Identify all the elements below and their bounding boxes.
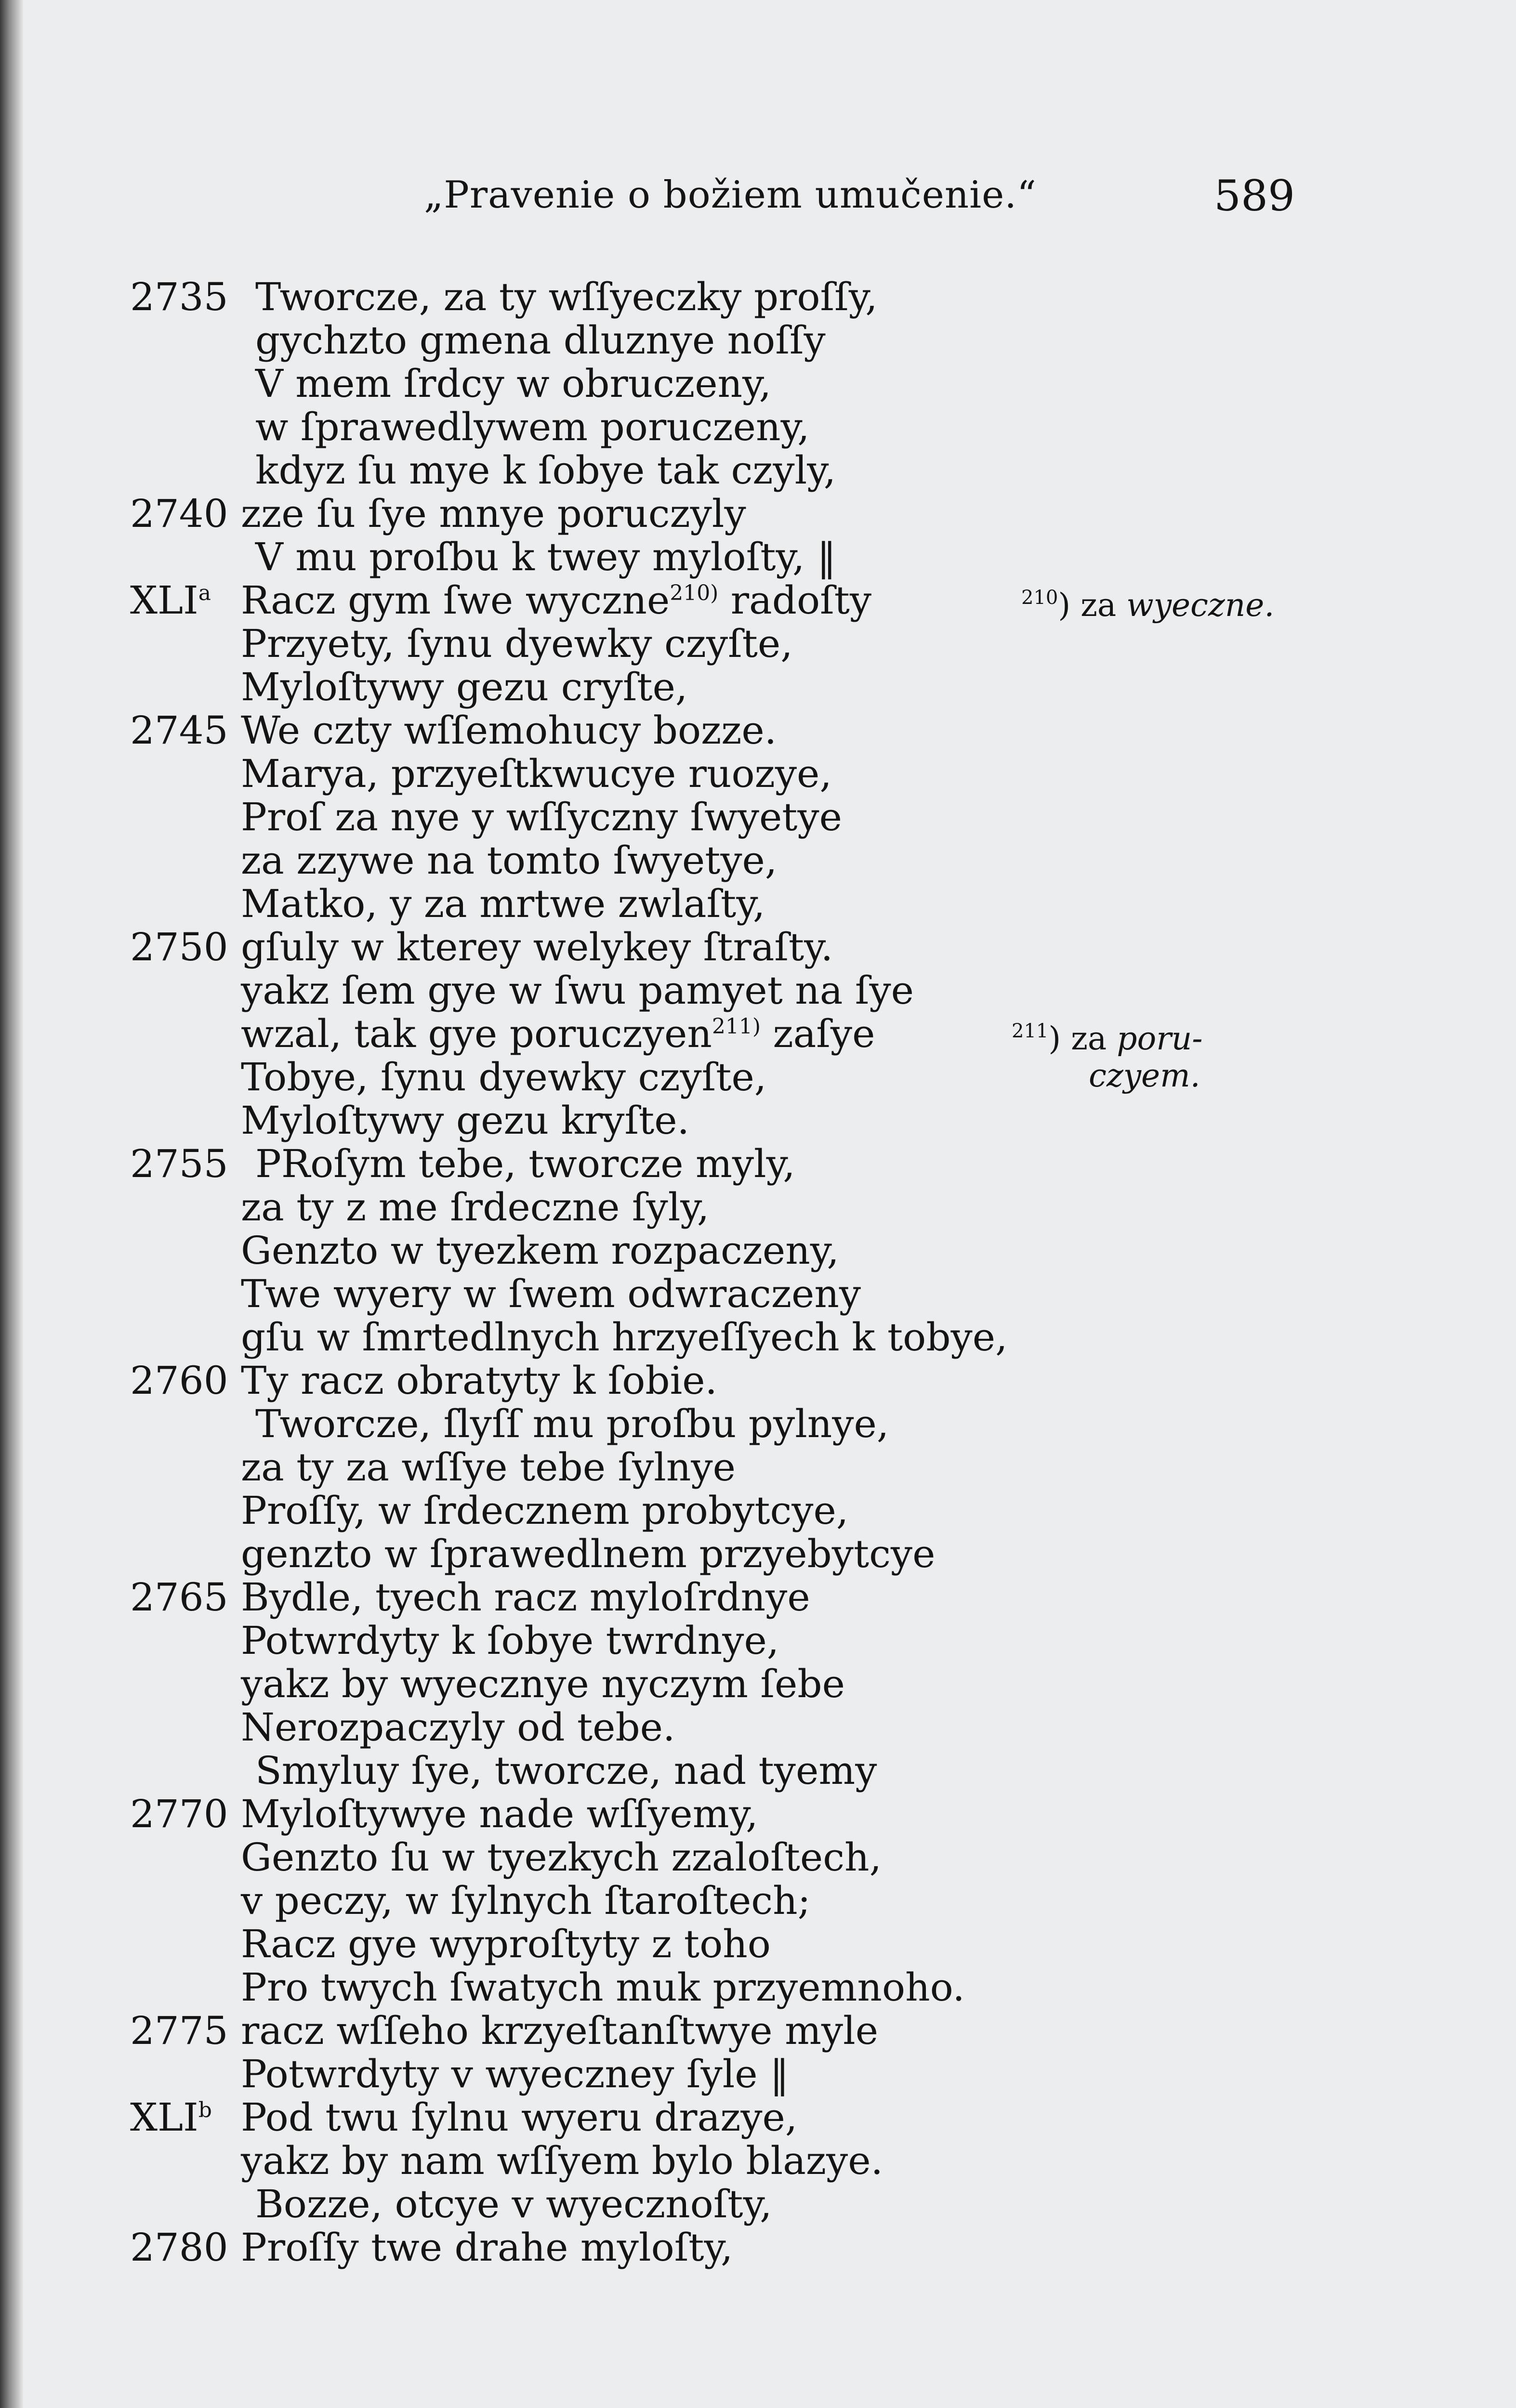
verse-text: Ty racz obratyty k ſobie. — [241, 1358, 717, 1403]
verse-text: Nerozpaczyly od tebe. — [241, 1705, 675, 1750]
verse-line — [0, 2009, 1060, 2053]
verse-text: w ſprawedlywem poruczeny, — [255, 405, 810, 449]
verse-line — [0, 1056, 1060, 1099]
verse-text: Tobye, ſynu dyewky czyſte, — [241, 1055, 767, 1099]
verse-text: genzto w ſprawedlnem przyebytcye — [241, 1531, 936, 1576]
verse-text: Genzto w tyezkem rozpaczeny, — [241, 1228, 839, 1273]
verse-text: Pod twu ſylnu wyeru drazye, — [241, 2095, 798, 2140]
verse-text: Bozze, otcye v wyecznoſty, — [255, 2182, 772, 2226]
verse-text: za zzywe na tomto ſwyetye, — [241, 838, 778, 883]
verse-line — [0, 796, 1060, 839]
verse-line — [0, 882, 1060, 926]
verse-text: Przyety, ſynu dyewky czyſte, — [241, 621, 793, 666]
verse-text: Racz gye wyproſtyty z toho — [241, 1922, 771, 1966]
verse-line — [0, 2139, 1060, 2183]
footnote-ref: 210) — [670, 581, 719, 605]
verse-text: kdyz ſu mye k ſobye tak czyly, — [255, 448, 836, 493]
verse-line — [0, 2053, 1060, 2096]
verse-line — [0, 1879, 1060, 1923]
line-number: 2755 — [130, 1141, 228, 1186]
verse-text: Twe wyery w ſwem odwraczeny — [241, 1271, 861, 1316]
verse-line — [0, 1923, 1060, 1966]
verse-block — [0, 275, 1060, 2269]
verse-line — [0, 2226, 1060, 2269]
line-number: 2765 — [130, 1575, 228, 1620]
line-number: 2780 — [130, 2225, 228, 2270]
verse-text: gychzto gmena dluznye noſſy — [255, 318, 826, 363]
verse-line — [0, 839, 1060, 882]
footnote-text: wyeczne. — [1126, 587, 1275, 624]
verse-line — [0, 449, 1060, 492]
verse-line — [0, 1532, 1060, 1576]
verse-line — [0, 1142, 1060, 1186]
verse-text: Marya, przyeſtkwucye ruozye, — [241, 751, 832, 796]
verse-line — [0, 1186, 1060, 1229]
verse-line — [0, 1619, 1060, 1662]
verse-line — [0, 1229, 1060, 1272]
verse-text: Myloſtywy gezu cryſte, — [241, 665, 688, 709]
line-number: 2740 — [130, 491, 228, 536]
verse-text: PRoſym tebe, tworcze myly, — [255, 1141, 795, 1186]
footnote-text-continued: czyem. — [1089, 1057, 1200, 1094]
verse-line — [0, 1099, 1060, 1142]
verse-line — [0, 1662, 1060, 1706]
verse-line — [0, 666, 1060, 709]
running-header-title: „Pravenie o božiem umučenie.“ — [424, 173, 1037, 217]
verse-text: yakz ſem gye w ſwu pamyet na ſye — [241, 968, 914, 1013]
verse-line — [0, 1446, 1060, 1489]
footnote-211: $^{211}$) za poru- czyem. — [1012, 1020, 1203, 1094]
verse-text: Potwrdyty v wyeczney ſyle ‖ — [241, 2052, 790, 2096]
page-number: 589 — [1214, 171, 1295, 221]
verse-line — [0, 926, 1060, 969]
verse-line — [0, 492, 1060, 536]
verse-line — [0, 969, 1060, 1012]
footnote-text: poru- — [1117, 1020, 1203, 1057]
verse-line — [0, 1706, 1060, 1749]
verse-text: za ty za wſſye tebe ſylnye — [241, 1445, 736, 1490]
verse-text: V mem ſrdcy w obruczeny, — [255, 361, 772, 406]
verse-text: Matko, y za mrtwe zwlaſty, — [241, 881, 765, 926]
line-number: XLI$^b$ — [130, 2095, 212, 2140]
verse-line — [0, 579, 1060, 622]
verse-line — [0, 1793, 1060, 1836]
verse-line — [0, 2183, 1060, 2226]
verse-line — [0, 362, 1060, 406]
verse-text: Genzto ſu w tyezkych zzaloſtech, — [241, 1835, 882, 1880]
verse-text: Smyluy ſye, tworcze, nad tyemy — [255, 1748, 877, 1793]
leaf-marker: a — [198, 581, 211, 605]
verse-text: Proſſy, w ſrdecznem probytcye, — [241, 1488, 849, 1533]
line-number: 2770 — [130, 1792, 228, 1836]
verse-text: Proſſy twe drahe myloſty, — [241, 2225, 733, 2270]
verse-line — [0, 1966, 1060, 2009]
verse-line — [0, 536, 1060, 579]
verse-line — [0, 1316, 1060, 1359]
verse-line — [0, 1489, 1060, 1532]
verse-text: We czty wſſemohucy bozze. — [241, 708, 777, 753]
verse-line — [0, 1359, 1060, 1402]
footnote-ref: 211) — [712, 1014, 761, 1039]
leaf-marker: b — [198, 2098, 212, 2122]
line-number: XLI$^a$ — [130, 578, 211, 623]
verse-line — [0, 1272, 1060, 1316]
line-number: 2750 — [130, 925, 228, 969]
verse-text: Tworcze, ſlyſſ mu proſbu pylnye, — [255, 1401, 889, 1446]
footnote-210: $^{210}$) za wyeczne. — [1021, 587, 1275, 624]
verse-text: V mu proſbu k twey mylоſty, ‖ — [255, 535, 836, 579]
verse-line — [0, 2096, 1060, 2139]
verse-text: Proſ za nye y wſſyczny ſwyetye — [241, 795, 842, 839]
verse-text: wzal, tak gye poruczyen$^{211)}$ zaſye — [241, 1011, 875, 1056]
verse-line — [0, 1576, 1060, 1619]
footnote-marker: 210 — [1021, 587, 1058, 609]
verse-line — [0, 319, 1060, 362]
verse-text: Myloſtywye nade wſſyemy, — [241, 1792, 758, 1836]
verse-line — [0, 752, 1060, 796]
verse-text: Tworcze, za ty wſſyeczky proſſy, — [255, 275, 878, 319]
verse-line — [0, 622, 1060, 666]
verse-line — [0, 275, 1060, 319]
verse-text: Bydle, tyech racz myloſrdnye — [241, 1575, 810, 1620]
verse-line — [0, 406, 1060, 449]
verse-text: Potwrdyty k ſobye twrdnye, — [241, 1618, 779, 1663]
footnote-marker: 211 — [1012, 1020, 1049, 1042]
line-number: 2760 — [130, 1358, 228, 1403]
verse-line — [0, 1836, 1060, 1879]
verse-text: racz wſſeho krzyeſtanſtwye myle — [241, 2008, 879, 2053]
verse-text: za ty z me ſrdeczne ſyly, — [241, 1185, 710, 1230]
verse-line — [0, 709, 1060, 752]
line-number: 2735 — [130, 275, 228, 319]
verse-text: gſu w ſmrtedlnych hrzyeſſyech k tobye, — [241, 1315, 1008, 1360]
verse-line — [0, 1749, 1060, 1793]
verse-text: yakz by nam wſſyem bylo blazye. — [241, 2138, 883, 2183]
verse-text: Racz gym ſwe wyczne$^{210)}$ radoſty — [241, 578, 872, 623]
verse-line — [0, 1012, 1060, 1056]
verse-text: yakz by wyecznye nyczym ſebe — [241, 1662, 845, 1706]
verse-text: gſuly w kterey welykey ſtraſty. — [241, 925, 833, 969]
verse-text: Myloſtywy gezu kryſte. — [241, 1098, 690, 1143]
line-number: 2775 — [130, 2008, 228, 2053]
verse-text: Pro twych ſwatych muk przyemnoho. — [241, 1965, 965, 2010]
verse-text: v peczy, w ſylnych ſtaroſtech; — [241, 1878, 811, 1923]
line-number: 2745 — [130, 708, 228, 753]
verse-line — [0, 1402, 1060, 1446]
verse-text: zze ſu ſye mnye poruczyly — [241, 491, 746, 536]
